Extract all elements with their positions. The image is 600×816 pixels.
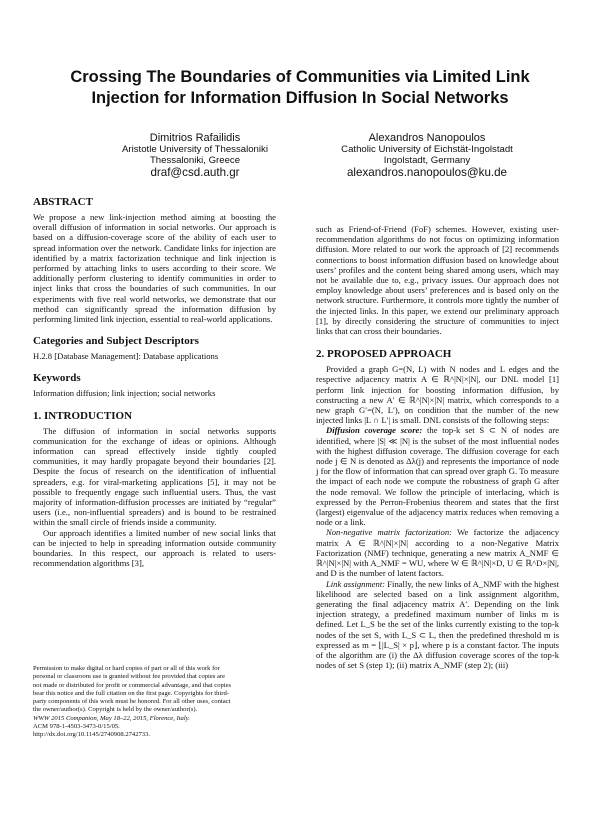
- footnote-line: ACM 978-1-4503-3473-0/15/05.: [33, 723, 120, 731]
- paper-title: [40, 67, 560, 109]
- right-column: [316, 224, 559, 670]
- author-block-2: [302, 132, 552, 179]
- footnote-line: the owner/author(s). Copyright is held by the owner/author(s).: [33, 706, 198, 714]
- author-email[interactable]: draf@csd.auth.gr: [150, 166, 240, 179]
- author-affiliation: Catholic University of Eichstät-Ingolstadt: [341, 144, 513, 155]
- diffusion-coverage-paragraph: [316, 425, 559, 527]
- categories-text: H.2.8 [Database Management]: Database applications: [33, 351, 219, 362]
- diffusion-coverage-label: Diffusion coverage score:: [326, 425, 423, 436]
- abstract-heading: ABSTRACT: [33, 196, 93, 208]
- categories-heading: Categories and Subject Descriptors: [33, 335, 199, 348]
- footnote-line: party components of this work must be honored. For all other uses, contact: [33, 698, 231, 706]
- author-name: Dimitrios Rafailidis: [149, 132, 241, 144]
- approach-paragraph-1: Provided a graph G=(N, L) with N nodes and L edges and the respective adjacency matrix A ∈ ℝ^|N|×|N|, our DNL model [1] perform link injection for boosting information diffusion, by constructing a new A′ ∈ ℝ^|N|×|N| matrix, which corresponds to a new graph G′=(N, L′), on condition that the number of the new injected links |L ∩ L′| is small. DNL consists of the following steps:: [316, 364, 559, 426]
- diffusion-coverage-text: the top-k set S ⊂ N of nodes are identified, where |S| ≪ |N| is the subset of the most influential nodes with the highest diffusion coverage. The diffusion coverage for each node j ∈ N is denoted as Δλ(j) and represents the importance of node j for the flow of information that can spread over graph G. To measure the impact of each node we compute the robustness of graph G after the node removal. We follow the principle of interlacing, which is expressed by the Perron-Frobenius theorem and states that the first (largest) eigenvalue of the adjacency matrix reduces when removing a node or a link.: [316, 425, 560, 528]
- footnote-line: not made or distributed for profit or commercial advantage, and that copies: [33, 681, 232, 689]
- keywords-text: Information diffusion; link injection; social networks: [33, 388, 216, 399]
- abstract-text: We propose a new link-injection method aiming at boosting the overall diffusion of information in social networks. Our approach is based on a diffusion-coverage score of the ability of each user to spread information over the network. Candidate links for injection are identified by a matrix factorization technique and link injection is performed by attaching links to users according to their score. We additionally perform clustering to identify communities in order to inject links that cross the boundaries of such communities. In our experiments with five real world networks, we demonstrate that our method can significantly spread the information diffusion by performing limited link injection, essential to real-world applications.: [33, 212, 276, 325]
- author-block-1: [70, 132, 320, 179]
- author-email[interactable]: alexandros.nanopoulos@ku.de: [346, 166, 508, 179]
- author-affiliation: Aristotle University of Thessaloniki: [122, 144, 268, 155]
- nmf-label: Non-negative matrix factorization:: [326, 527, 453, 538]
- footnote-doi-link[interactable]: http://dx.doi.org/10.1145/2740908.2742733.: [33, 731, 151, 739]
- footnote-line: bear this notice and the full citation on the first page. Copyrights for third-: [33, 689, 229, 697]
- intro-paragraph-1: The diffusion of information in social networks supports communication for the exchange of ideas or opinions. Although information can spread effectively inside tightly coupled communities, it may hardly propagate beyond their boundaries [2]. Despite the focus of research on the identification of influential spreaders, e.g. for viral-marketing applications [5], it may not be possible to frequently engage such influential users. Thus, the vast majority of information-diffusion processes are initiated by “regular” users (i.e., non-influential spreaders) and is bound to be restrained within the small circle of friends inside a community.: [33, 425, 276, 528]
- left-column: [33, 196, 276, 568]
- author-name: Alexandros Nanopoulos: [368, 132, 486, 144]
- title-line-2: Injection for Information Diffusion In Social Networks: [91, 89, 509, 107]
- nmf-text: We factorize the adjacency matrix A ∈ ℝ^|N|×|N| according to a non-Negative Matrix Factorization (NMF) technique, generating a new matrix A_NMF ∈ ℝ^|N|×|N| with A_NMF = WU, where W ∈ ℝ^|N|×D, U ∈ ℝ^D×|N|, and D is the number of latent factors.: [316, 527, 559, 579]
- title-line-1: Crossing The Boundaries of Communities via Limited Link: [70, 68, 530, 86]
- introduction-heading: 1. INTRODUCTION: [33, 409, 133, 422]
- copyright-footnote: [33, 665, 276, 740]
- author-location: Thessaloniki, Greece: [149, 155, 241, 166]
- continued-paragraph: such as Friend-of-Friend (FoF) schemes. However, existing user-recommendation algorithms do not focus on optimizing information diffusion. More related to our work the approach of [2] recommends connections to boost information diffusion based on knowledge about users’ profiles and the content being shared among users, which may not be available due to, e.g., privacy issues. Our approach does not employ knowledge about users’ preferences and is based only on the network structure. Furthermore, it controls more tightly the number of the injected links. In this paper, we extend our preliminary approach [1], by directly considering the structure of communities to inject links that can cross their boundaries.: [316, 224, 559, 337]
- link-assignment-label: Link assignment:: [326, 578, 386, 589]
- footnote-line: WWW 2015 Companion, May 18–22, 2015, Florence, Italy.: [33, 714, 190, 722]
- link-assignment-paragraph: [316, 579, 559, 671]
- footnote-line: personal or classroom use is granted without fee provided that copies are: [33, 673, 226, 681]
- footnote-line: Permission to make digital or hard copies of part or all of this work for: [33, 665, 220, 672]
- proposed-approach-heading: 2. PROPOSED APPROACH: [316, 348, 452, 361]
- link-assignment-text: Finally, the new links of A_NMF with the highest likelihood are selected based on a link assignment algorithm, generating the final adjacency matrix A′. Depending on the link injection strategy, a predefined maximum number of links m is defined. Let L_S be the set of the links currently existing to the top-k nodes of the set S, with L_S ⊂ L, then the predefined threshold m is expressed as m = ⌊|L_S| × p⌋, where p is a constant factor. The inputs of the algorithm are (i) the Δλ diffusion coverage scores of the top-k nodes of set S (step 1); (ii) matrix A_NMF (step 2); (iii): [316, 578, 559, 671]
- nmf-paragraph: [316, 527, 559, 578]
- intro-paragraph-2: Our approach identifies a limited number of new social links that can be injected to help in spreading information outside community boundaries. In this respect, our approach is related to users-recommendation algorithms [3],: [33, 527, 276, 569]
- author-location: Ingolstadt, Germany: [383, 155, 471, 166]
- keywords-heading: Keywords: [33, 372, 81, 385]
